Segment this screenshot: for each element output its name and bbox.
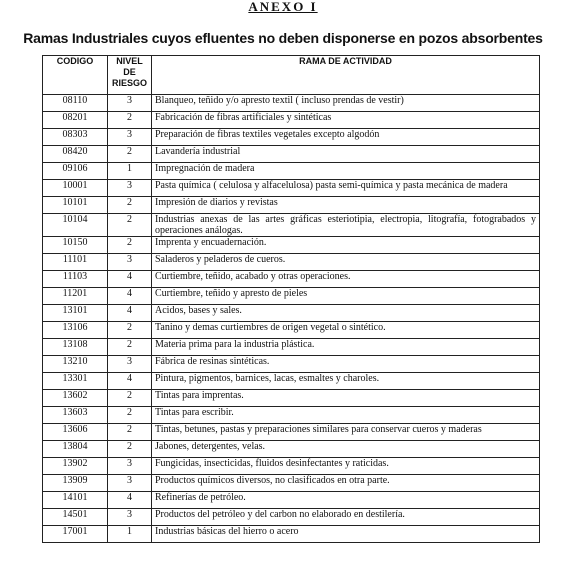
table-row: [43, 129, 540, 146]
cell-activity: Preparación de fibras textiles vegetales excepto algodón: [152, 129, 540, 146]
cell-activity: Refinerías de petróleo.: [152, 492, 540, 509]
cell-code: 13804: [43, 441, 108, 458]
cell-code: 13603: [43, 407, 108, 424]
table-row: [43, 441, 540, 458]
document-title: Ramas Industriales cuyos efluentes no deben disponerse en pozos absorbentes: [23, 30, 543, 46]
table-row: [43, 237, 540, 254]
cell-risk: 2: [108, 112, 152, 129]
cell-activity: Fabricación de fibras artificiales y sintéticas: [152, 112, 540, 129]
cell-risk: 1: [108, 163, 152, 180]
cell-code: 13101: [43, 305, 108, 322]
cell-risk: 3: [108, 254, 152, 271]
cell-code: 10101: [43, 197, 108, 214]
cell-risk: 3: [108, 509, 152, 526]
cell-activity: Tintas, betunes, pastas y preparaciones similares para conservar cueros y maderas: [152, 424, 540, 441]
cell-risk: 2: [108, 390, 152, 407]
table-row: [43, 197, 540, 214]
cell-risk: 2: [108, 441, 152, 458]
table-row: [43, 475, 540, 492]
annex-label: [0, 0, 566, 14]
cell-risk: 1: [108, 526, 152, 543]
table-row: [43, 407, 540, 424]
cell-risk: 4: [108, 288, 152, 305]
cell-code: 10150: [43, 237, 108, 254]
cell-activity: Jabones, detergentes, velas.: [152, 441, 540, 458]
cell-activity: Industrias básicas del hierro o acero: [152, 526, 540, 543]
cell-risk: 3: [108, 180, 152, 197]
cell-activity: Saladeros y peladeros de cueros.: [152, 254, 540, 271]
cell-activity: Lavandería industrial: [152, 146, 540, 163]
industry-table: [42, 55, 540, 543]
cell-risk: 4: [108, 305, 152, 322]
cell-risk: 2: [108, 424, 152, 441]
cell-code: 11103: [43, 271, 108, 288]
table-header-row: [43, 56, 540, 95]
table-row: [43, 458, 540, 475]
table-row: [43, 424, 540, 441]
cell-risk: 2: [108, 322, 152, 339]
cell-code: 13902: [43, 458, 108, 475]
table-row: [43, 509, 540, 526]
cell-code: 14501: [43, 509, 108, 526]
cell-activity: Impregnación de madera: [152, 163, 540, 180]
cell-code: 08201: [43, 112, 108, 129]
cell-activity: Tintas para imprentas.: [152, 390, 540, 407]
cell-code: 10104: [43, 214, 108, 237]
cell-risk: 2: [108, 407, 152, 424]
cell-activity: Curtiembre, teñido y apresto de pieles: [152, 288, 540, 305]
table-row: [43, 214, 540, 237]
cell-code: 13106: [43, 322, 108, 339]
cell-code: 14101: [43, 492, 108, 509]
cell-risk: 3: [108, 129, 152, 146]
cell-risk: 3: [108, 95, 152, 112]
cell-activity: Acidos, bases y sales.: [152, 305, 540, 322]
cell-risk: 2: [108, 146, 152, 163]
cell-risk: 4: [108, 492, 152, 509]
cell-code: 08110: [43, 95, 108, 112]
cell-activity: Pintura, pigmentos, barnices, lacas, esmaltes y charoles.: [152, 373, 540, 390]
cell-risk: 4: [108, 271, 152, 288]
cell-activity: Tintas para escribir.: [152, 407, 540, 424]
column-header-activity: RAMA DE ACTIVIDAD: [152, 56, 540, 95]
cell-code: 11101: [43, 254, 108, 271]
cell-risk: 3: [108, 356, 152, 373]
cell-activity: Productos del petróleo y del carbon no elaborado en destilería.: [152, 509, 540, 526]
table-row: [43, 356, 540, 373]
table-row: [43, 390, 540, 407]
table-body: [43, 95, 540, 543]
cell-code: 10001: [43, 180, 108, 197]
cell-risk: 2: [108, 237, 152, 254]
cell-code: 11201: [43, 288, 108, 305]
table-row: [43, 112, 540, 129]
cell-activity: Fungicidas, insecticidas, fluidos desinfectantes y raticidas.: [152, 458, 540, 475]
column-header-code: CODIGO: [43, 56, 108, 95]
cell-activity: Tanino y demas curtiembres de origen vegetal o sintético.: [152, 322, 540, 339]
cell-activity: Industrias anexas de las artes gráficas esteriotipia, electropia, litografía, fotograbados y operaciones análogas.: [152, 214, 540, 237]
table-row: [43, 146, 540, 163]
table-row: [43, 288, 540, 305]
cell-code: 13606: [43, 424, 108, 441]
table-row: [43, 492, 540, 509]
table-row: [43, 526, 540, 543]
cell-activity: Pasta química ( celulosa y alfacelulosa) pasta semi-química y pasta mecánica de madera: [152, 180, 540, 197]
cell-risk: 3: [108, 458, 152, 475]
cell-code: 13108: [43, 339, 108, 356]
cell-activity: Curtiembre, teñido, acabado y otras operaciones.: [152, 271, 540, 288]
table-row: [43, 254, 540, 271]
cell-code: 13909: [43, 475, 108, 492]
cell-activity: Fábrica de resinas sintéticas.: [152, 356, 540, 373]
cell-code: 13210: [43, 356, 108, 373]
table-row: [43, 95, 540, 112]
cell-risk: 3: [108, 475, 152, 492]
cell-code: 08303: [43, 129, 108, 146]
cell-code: 13602: [43, 390, 108, 407]
cell-risk: 4: [108, 373, 152, 390]
annex-text: ANEXO I: [248, 0, 318, 14]
table-row: [43, 339, 540, 356]
table-row: [43, 163, 540, 180]
table-row: [43, 373, 540, 390]
cell-activity: Imprenta y encuadernación.: [152, 237, 540, 254]
cell-code: 08420: [43, 146, 108, 163]
cell-activity: Blanqueo, teñido y/o apresto textil ( incluso prendas de vestir): [152, 95, 540, 112]
cell-risk: 2: [108, 339, 152, 356]
cell-activity: Materia prima para la industria plástica.: [152, 339, 540, 356]
table-row: [43, 271, 540, 288]
table-row: [43, 180, 540, 197]
table-row: [43, 322, 540, 339]
cell-risk: 2: [108, 214, 152, 237]
cell-code: 17001: [43, 526, 108, 543]
table-row: [43, 305, 540, 322]
cell-code: 09106: [43, 163, 108, 180]
column-header-risk: NIVEL DE RIESGO: [108, 56, 152, 95]
cell-activity: Productos químicos diversos, no clasificados en otra parte.: [152, 475, 540, 492]
cell-activity: Impresión de diarios y revistas: [152, 197, 540, 214]
cell-risk: 2: [108, 197, 152, 214]
cell-code: 13301: [43, 373, 108, 390]
